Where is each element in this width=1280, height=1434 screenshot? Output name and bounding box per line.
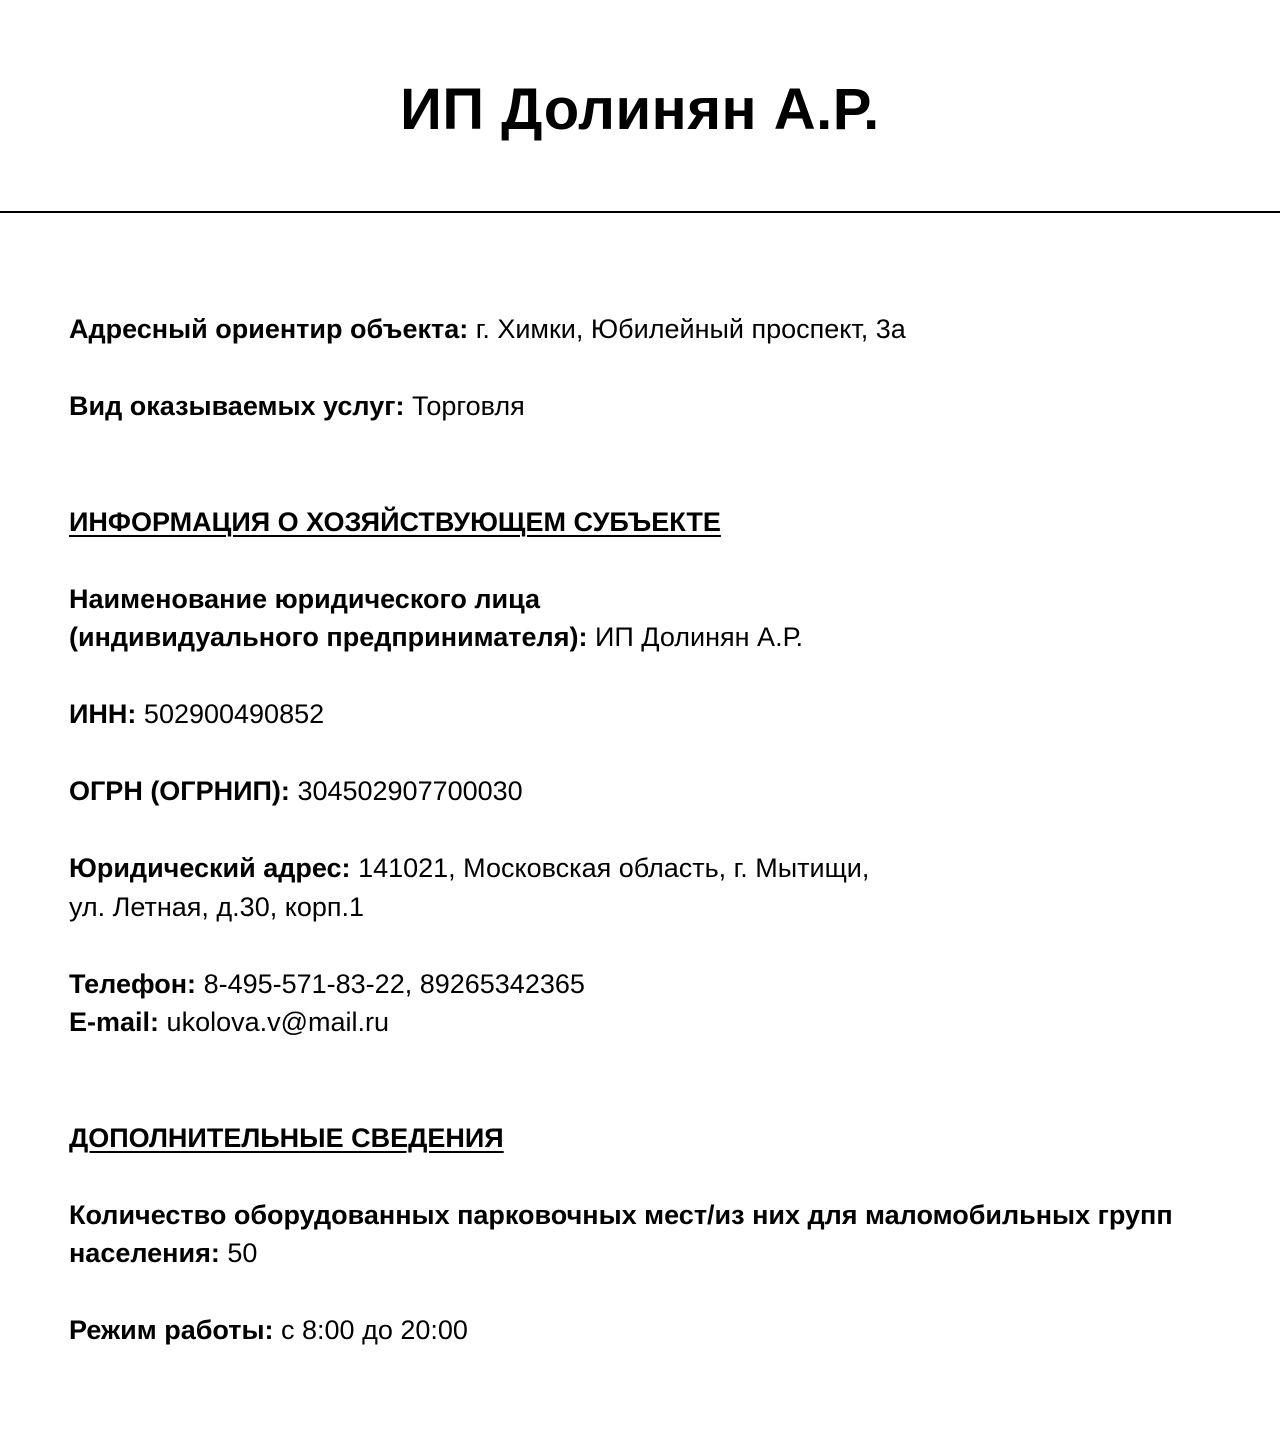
additional-section-heading: ДОПОЛНИТЕЛЬНЫЕ СВЕДЕНИЯ — [69, 1122, 504, 1153]
phone-label: Телефон: — [69, 968, 197, 999]
parking-row — [69, 1196, 1229, 1273]
working-hours-row — [69, 1311, 1229, 1350]
service-type-label: Вид оказываемых услуг: — [69, 391, 405, 421]
ogrn-row — [69, 772, 1229, 811]
parking-label-line2: населения: — [69, 1238, 220, 1268]
legal-address-line1: 141021, Московская область, г. Мытищи, — [358, 853, 870, 883]
ogrn-value: 304502907700030 — [297, 776, 523, 806]
title-divider — [0, 211, 1280, 213]
object-address-row — [69, 310, 1229, 349]
email-value: ukolova.v@mail.ru — [166, 1007, 390, 1037]
working-hours-value: с 8:00 до 20:00 — [281, 1315, 468, 1345]
service-type-row — [69, 387, 1229, 426]
entity-name-row — [69, 580, 1229, 657]
entity-name-value: ИП Долинян А.Р. — [594, 622, 803, 652]
parking-label-line1: Количество оборудованных парковочных мест/из них для маломобильных групп — [69, 1199, 1173, 1230]
ogrn-label: ОГРН (ОГРНИП): — [69, 776, 290, 806]
phone-row — [69, 965, 1229, 1004]
object-address-value: г. Химки, Юбилейный проспект, 3а — [475, 314, 906, 344]
page-title: ИП Долинян А.Р. — [400, 77, 880, 142]
email-row — [69, 1003, 1229, 1042]
parking-value: 50 — [227, 1238, 258, 1268]
legal-address-line2: ул. Летная, д.30, корп.1 — [69, 891, 364, 922]
entity-section-heading: ИНФОРМАЦИЯ О ХОЗЯЙСТВУЮЩЕМ СУБЪЕКТЕ — [69, 506, 721, 537]
working-hours-label: Режим работы: — [69, 1315, 274, 1345]
entity-name-label-line2: (индивидуального предпринимателя): — [69, 622, 588, 652]
document-body — [69, 310, 1229, 1350]
inn-value: 502900490852 — [143, 699, 325, 729]
legal-address-row — [69, 849, 1229, 926]
phone-value: 8-495-571-83-22, 89265342365 — [203, 968, 585, 999]
object-address-label: Адресный ориентир объекта: — [69, 314, 469, 344]
legal-address-label: Юридический адрес: — [69, 853, 351, 883]
service-type-value: Торговля — [411, 391, 525, 421]
inn-label: ИНН: — [69, 699, 137, 729]
entity-name-label-line1: Наименование юридического лица — [69, 583, 541, 614]
email-label: E-mail: — [69, 1007, 160, 1037]
inn-row — [69, 695, 1229, 734]
